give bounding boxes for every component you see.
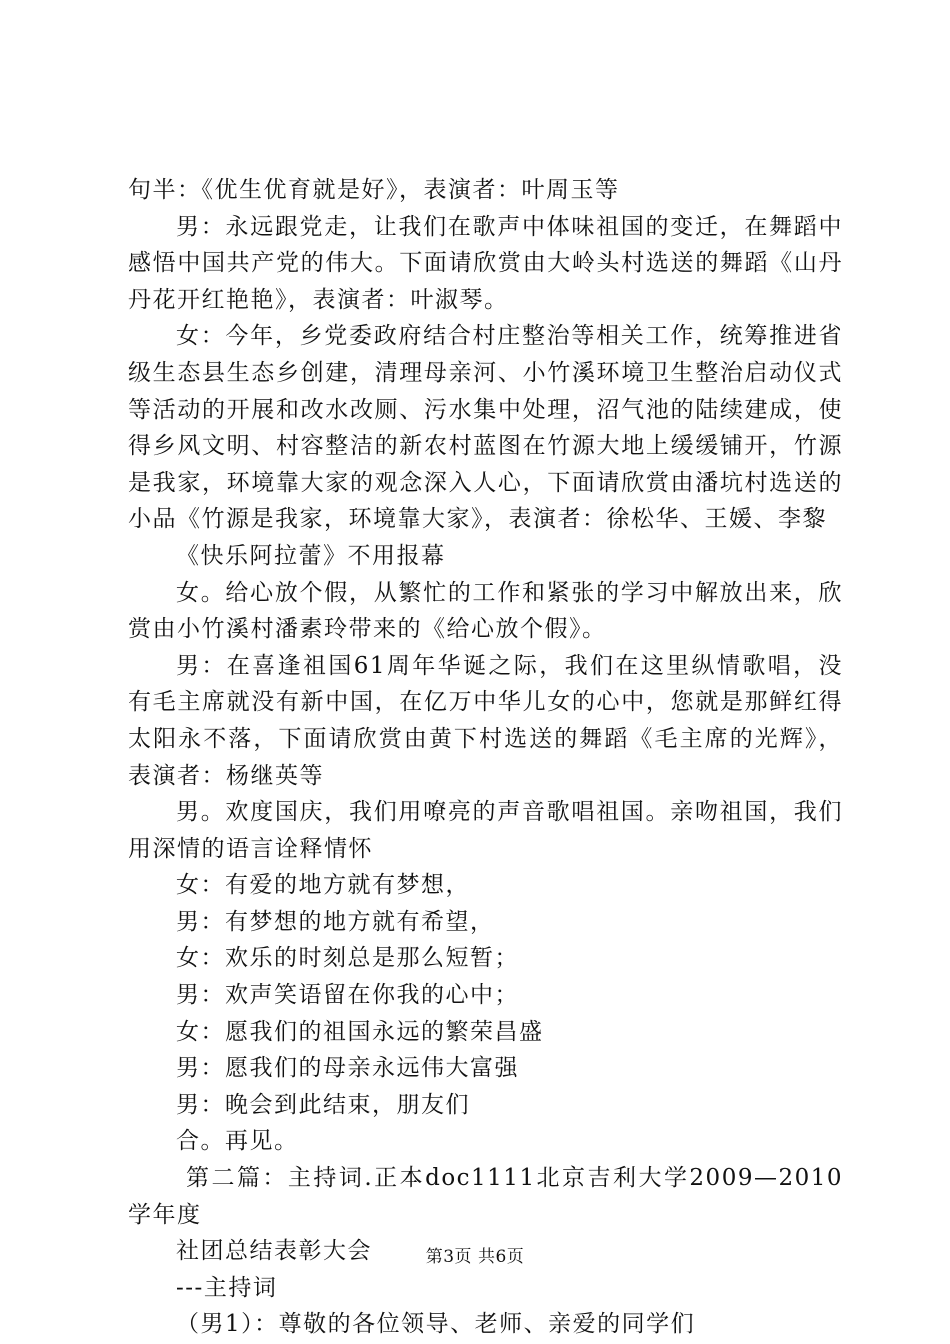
paragraph: 社团总结表彰大会 [176,1238,372,1265]
paragraph: 男。欢度国庆，我们用嘹亮的声音歌唱祖国。亲吻祖国，我们用深情的语言诠释情怀 [128,799,843,862]
paragraph: 女：愿我们的祖国永远的繁荣昌盛 [176,1018,544,1045]
paragraph: ---主持词 [176,1274,278,1301]
paragraph: 第二篇：主持词.正本doc1111北京吉利大学2009—2010学年度 [128,1165,843,1228]
paragraph: 合。再见。 [176,1128,299,1155]
paragraph: 女：有爱的地方就有梦想， [176,872,470,899]
paragraph: 句半：《优生优育就是好》，表演者：叶周玉等 [128,177,620,203]
paragraph: （男1）：尊敬的各位领导、老师、亲爱的同学们 [176,1311,696,1338]
paragraph: 男：愿我们的母亲永远伟大富强 [176,1055,519,1082]
paragraph: 男：在喜逢祖国61周年华诞之际，我们在这里纵情歌唱，没有毛主席就没有新中国，在亿万中华儿女的心中，您就是那鲜红得太阳永不落，下面请欣赏由黄下村选送的舞蹈《毛主席的光辉》，表演者：杨继英等 [128,652,843,789]
paragraph: 男：晚会到此结束，朋友们 [176,1091,470,1118]
paragraph: 男：有梦想的地方就有希望， [176,908,495,935]
paragraph: 男：欢声笑语留在你我的心中； [176,982,519,1009]
document-body [128,172,843,1343]
paragraph: 女：欢乐的时刻总是那么短暂； [176,945,519,972]
page-footer [0,1242,950,1267]
paragraph: 《快乐阿拉蕾》不用报幕 [176,542,446,569]
paragraph: 女：今年，乡党委政府结合村庄整治等相关工作，统筹推进省级生态县生态乡创建，清理母亲河、小竹溪环境卫生整治启动仪式等活动的开展和改水改厕、污水集中处理，沼气池的陆续建成，使得乡风文明、村容整洁的新农村蓝图在竹源大地上缓缓铺开，竹源是我家，环境靠大家的观念深入人心，下面请欣赏由潘坑村选送的小品《竹源是我家，环境靠大家》，表演者：徐松华、王媛、李黎 [128,323,843,533]
paragraph: 男：永远跟党走，让我们在歌声中体味祖国的变迁，在舞蹈中感悟中国共产党的伟大。下面请欣赏由大岭头村选送的舞蹈《山丹丹花开红艳艳》，表演者：叶淑琴。 [128,213,843,313]
paragraph: 女。给心放个假，从繁忙的工作和紧张的学习中解放出来，欣赏由小竹溪村潘素玲带来的《给心放个假》。 [128,579,843,643]
page-number-label: 第3页 共6页 [425,1247,525,1267]
